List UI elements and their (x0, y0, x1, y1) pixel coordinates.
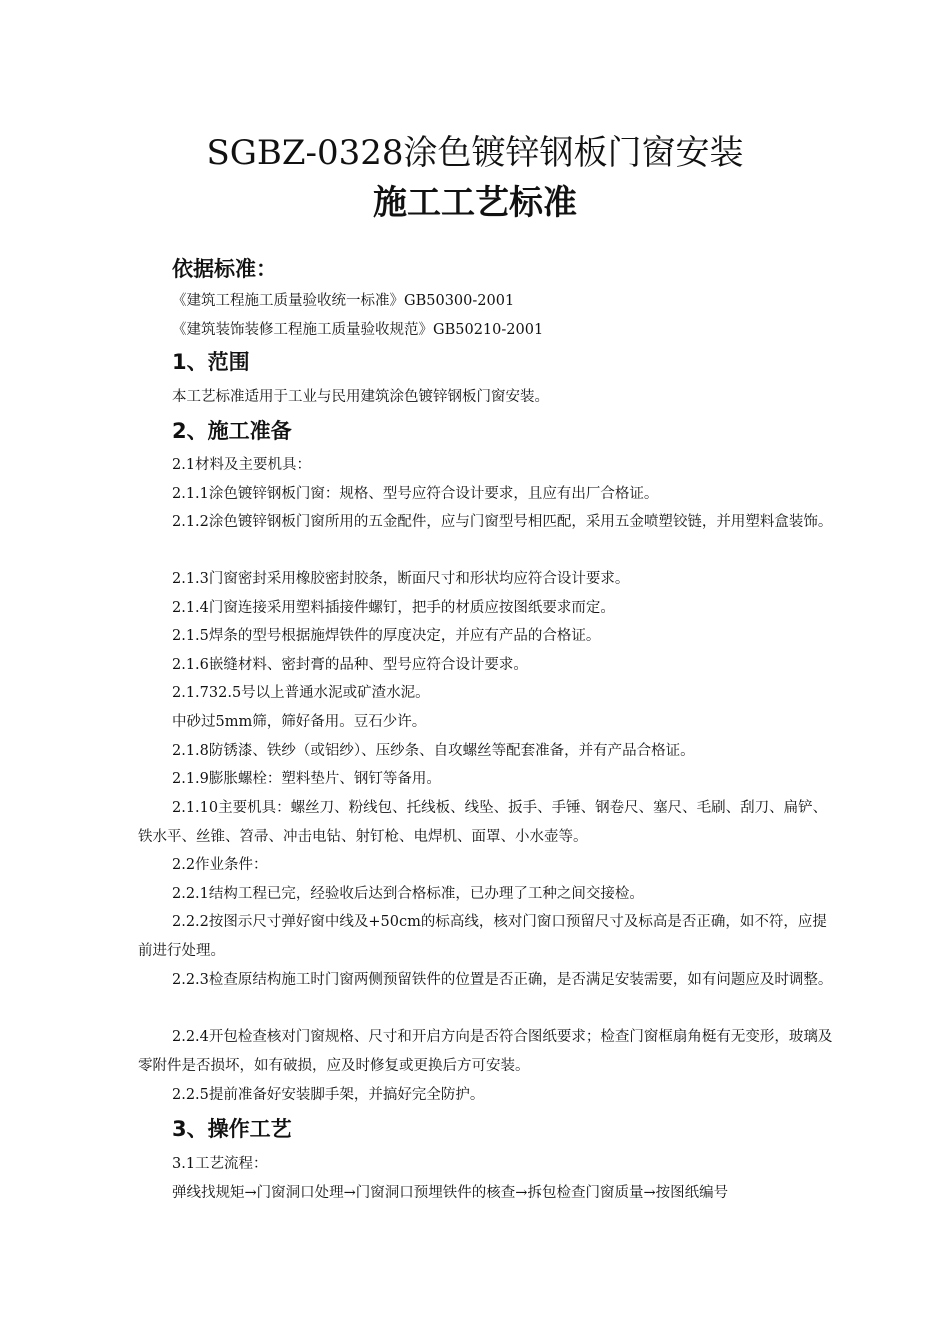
list-item: 2.2.5提前准备好安装脚手架，并搞好完全防护。 (172, 1087, 485, 1103)
document-title-line2: 施工工艺标准 (373, 183, 577, 223)
list-item: 2.2.2按图示尺寸弹好窗中线及+50cm的标高线，核对门窗口预留尺寸及标高是否正确，如不符，应提前进行处理。 (138, 914, 827, 959)
basis-item: 《建筑装饰装修工程施工质量验收规范》GB50210-2001 (172, 322, 544, 338)
subsection-3-1: 3.1工艺流程： (172, 1156, 268, 1172)
list-item: 2.1.4门窗连接采用塑料插接件螺钉，把手的材质应按图纸要求而定。 (172, 600, 615, 616)
list-item: 2.1.732.5号以上普通水泥或矿渣水泥。 (172, 685, 430, 701)
list-item: 2.1.6嵌缝材料、密封膏的品种、型号应符合设计要求。 (172, 657, 528, 673)
list-item: 2.2.1结构工程已完，经验收后达到合格标准，已办理了工种之间交接检。 (172, 886, 644, 902)
list-item: 2.1.2涂色镀锌钢板门窗所用的五金配件，应与门窗型号相匹配，采用五金喷塑铰链，并用塑料盒装饰。 (172, 514, 833, 530)
list-item: 中砂过5mm筛，筛好备用。豆石少许。 (172, 714, 427, 730)
document-title-line1: SGBZ-0328涂色镀锌钢板门窗安装 (206, 133, 744, 173)
subsection-2-2: 2.2作业条件： (172, 857, 268, 873)
list-item: 2.1.10主要机具：螺丝刀、粉线包、托线板、线坠、扳手、手锤、钢卷尺、塞尺、毛刷、刮刀、扁铲、铁水平、丝锥、笤帚、冲击电钻、射钉枪、电焊机、面罩、小水壶等。 (138, 800, 828, 845)
section3-heading: 3、操作工艺 (172, 1117, 292, 1141)
section1-heading: 1、范围 (172, 350, 250, 374)
process-flow-text: 弹线找规矩→门窗洞口处理→门窗洞口预埋铁件的核查→拆包检查门窗质量→按图纸编号 (172, 1185, 729, 1201)
list-item: 2.2.3检查原结构施工时门窗两侧预留铁件的位置是否正确，是否满足安装需要，如有问题应及时调整。 (172, 972, 833, 988)
list-item: 2.1.9膨胀螺栓：塑料垫片、钢钉等备用。 (172, 771, 441, 787)
list-item: 2.1.3门窗密封采用橡胶密封胶条，断面尺寸和形状均应符合设计要求。 (172, 571, 630, 587)
basis-item: 《建筑工程施工质量验收统一标准》GB50300-2001 (172, 293, 515, 309)
list-item: 2.1.5焊条的型号根据施焊铁件的厚度决定，并应有产品的合格证。 (172, 628, 601, 644)
section2-heading: 2、施工准备 (172, 419, 292, 443)
subsection-2-1: 2.1材料及主要机具： (172, 457, 312, 473)
list-item: 2.1.8防锈漆、铁纱（或铝纱）、压纱条、自攻螺丝等配套准备，并有产品合格证。 (172, 743, 695, 759)
basis-heading: 依据标准： (172, 257, 277, 281)
list-item: 2.1.1涂色镀锌钢板门窗：规格、型号应符合设计要求，且应有出厂合格证。 (172, 486, 659, 502)
section1-text: 本工艺标准适用于工业与民用建筑涂色镀锌钢板门窗安装。 (172, 389, 549, 405)
list-item: 2.2.4开包检查核对门窗规格、尺寸和开启方向是否符合图纸要求；检查门窗框扇角梃有无变形，玻璃及零附件是否损坏，如有破损，应及时修复或更换后方可安装。 (138, 1029, 833, 1074)
